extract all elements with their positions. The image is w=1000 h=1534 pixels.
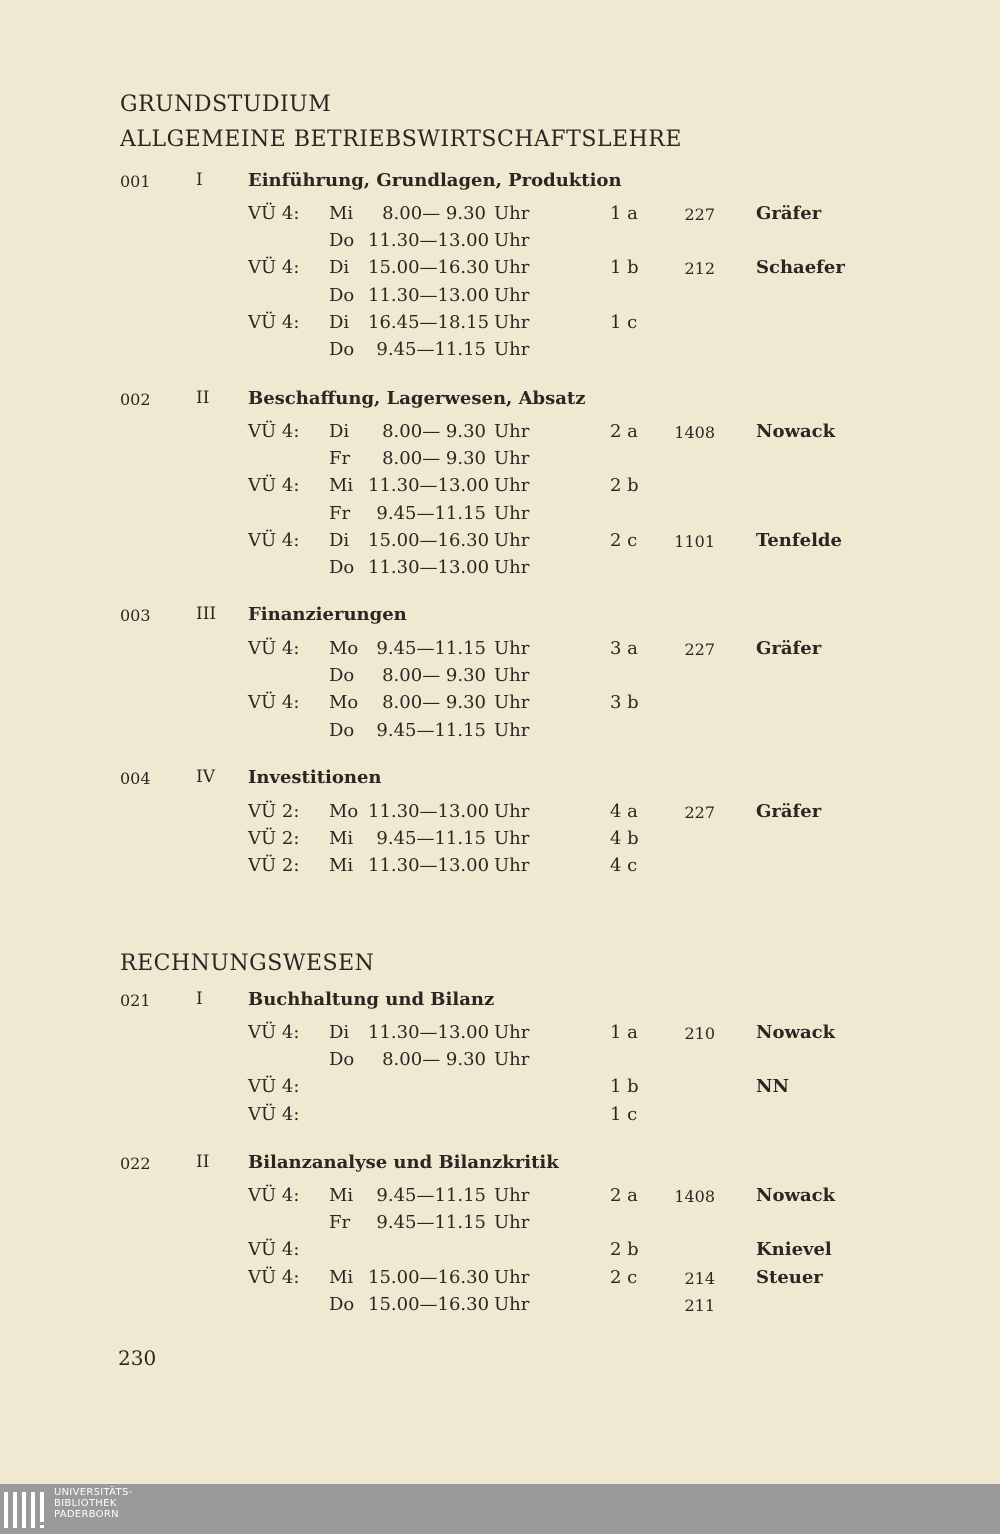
course-title: Investitionen — [248, 767, 382, 788]
weekday: Do — [329, 557, 355, 578]
time-unit: Uhr — [494, 285, 530, 306]
course-code: 021 — [120, 991, 151, 1010]
course-header — [0, 767, 1000, 794]
course-title: Buchhaltung und Bilanz — [248, 989, 495, 1010]
time-unit: Uhr — [494, 665, 530, 686]
course-type: VÜ 2: — [248, 828, 300, 849]
weekday: Mi — [329, 203, 354, 224]
weekday: Do — [329, 230, 355, 251]
schedule-row — [0, 530, 1000, 557]
time-range: 8.00— 9.30 — [382, 421, 486, 442]
lecturer-name: Schaefer — [756, 257, 845, 278]
time-range: 9.45—11.15 — [376, 1185, 486, 1206]
course-code: 003 — [120, 606, 151, 625]
logo-line: UNIVERSITÄTS- — [54, 1487, 133, 1498]
room-number: 1408 — [674, 423, 715, 442]
course-header — [0, 989, 1000, 1016]
time-unit: Uhr — [494, 503, 530, 524]
group-label: 2 b — [610, 475, 639, 496]
course-code: 001 — [120, 172, 151, 191]
schedule-row — [0, 230, 1000, 257]
weekday: Mi — [329, 1185, 354, 1206]
schedule-row — [0, 312, 1000, 339]
logo-line: BIBLIOTHEK — [54, 1498, 117, 1509]
time-range: 9.45—11.15 — [376, 503, 486, 524]
course-semester: I — [196, 170, 203, 190]
time-unit: Uhr — [494, 1049, 530, 1070]
room-number: 210 — [684, 1024, 715, 1043]
course-type: VÜ 4: — [248, 1104, 300, 1125]
weekday: Mo — [329, 638, 359, 659]
group-label: 4 b — [610, 828, 639, 849]
schedule-row — [0, 801, 1000, 828]
time-range: 11.30—13.00 — [368, 1022, 490, 1043]
time-range: 9.45—11.15 — [376, 1212, 486, 1233]
course-header — [0, 170, 1000, 197]
time-unit: Uhr — [494, 692, 530, 713]
schedule-row — [0, 638, 1000, 665]
time-range: 15.00—16.30 — [368, 1267, 490, 1288]
time-range: 15.00—16.30 — [368, 530, 490, 551]
schedule-row — [0, 1104, 1000, 1131]
schedule-row — [0, 448, 1000, 475]
course-header — [0, 388, 1000, 415]
library-logo-text — [54, 1487, 133, 1520]
weekday: Di — [329, 421, 350, 442]
group-label: 1 a — [610, 1022, 638, 1043]
time-unit: Uhr — [494, 828, 530, 849]
schedule-row — [0, 557, 1000, 584]
lecturer-name: Steuer — [756, 1267, 823, 1288]
time-unit: Uhr — [494, 475, 530, 496]
lecturer-name: Tenfelde — [756, 530, 842, 551]
time-unit: Uhr — [494, 257, 530, 278]
lecturer-name: Gräfer — [756, 638, 822, 659]
schedule-row — [0, 503, 1000, 530]
weekday: Do — [329, 1049, 355, 1070]
weekday: Fr — [329, 448, 351, 469]
time-unit: Uhr — [494, 557, 530, 578]
time-range: 11.30—13.00 — [368, 855, 490, 876]
weekday: Do — [329, 285, 355, 306]
heading-rechnungswesen: RECHNUNGSWESEN — [120, 951, 375, 976]
group-label: 2 b — [610, 1239, 639, 1260]
group-label: 3 b — [610, 692, 639, 713]
weekday: Mi — [329, 828, 354, 849]
course-type: VÜ 4: — [248, 692, 300, 713]
schedule-row — [0, 1049, 1000, 1076]
library-footer — [0, 1484, 1000, 1534]
lecturer-name: Gräfer — [756, 203, 822, 224]
page-number: 230 — [118, 1346, 157, 1370]
group-label: 1 b — [610, 1076, 639, 1097]
weekday: Mi — [329, 1267, 354, 1288]
time-range: 8.00— 9.30 — [382, 203, 486, 224]
weekday: Do — [329, 720, 355, 741]
schedule-row — [0, 1294, 1000, 1321]
course-semester: I — [196, 989, 203, 1009]
time-range: 11.30—13.00 — [368, 557, 490, 578]
schedule-row — [0, 855, 1000, 882]
course-header — [0, 604, 1000, 631]
lecturer-name: Nowack — [756, 421, 836, 442]
time-range: 8.00— 9.30 — [382, 692, 486, 713]
schedule-row — [0, 1022, 1000, 1049]
library-logo-icon — [4, 1490, 46, 1530]
lecturer-name: NN — [756, 1076, 789, 1097]
heading-grundstudium: GRUNDSTUDIUM — [120, 92, 332, 117]
weekday: Do — [329, 1294, 355, 1315]
schedule-row — [0, 475, 1000, 502]
time-unit: Uhr — [494, 1267, 530, 1288]
group-label: 2 a — [610, 1185, 638, 1206]
course-type: VÜ 4: — [248, 421, 300, 442]
time-unit: Uhr — [494, 339, 530, 360]
schedule-row — [0, 692, 1000, 719]
course-type: VÜ 2: — [248, 801, 300, 822]
time-unit: Uhr — [494, 855, 530, 876]
course-semester: II — [196, 1152, 210, 1172]
schedule-row — [0, 1185, 1000, 1212]
course-type: VÜ 4: — [248, 1267, 300, 1288]
course-title: Einführung, Grundlagen, Produktion — [248, 170, 622, 191]
course-type: VÜ 4: — [248, 1185, 300, 1206]
lecturer-name: Knievel — [756, 1239, 832, 1260]
course-title: Bilanzanalyse und Bilanzkritik — [248, 1152, 559, 1173]
time-range: 16.45—18.15 — [368, 312, 490, 333]
time-unit: Uhr — [494, 801, 530, 822]
weekday: Di — [329, 1022, 350, 1043]
course-type: VÜ 4: — [248, 257, 300, 278]
schedule-row — [0, 665, 1000, 692]
time-range: 11.30—13.00 — [368, 801, 490, 822]
schedule-row — [0, 1267, 1000, 1294]
time-unit: Uhr — [494, 448, 530, 469]
course-semester: II — [196, 388, 210, 408]
schedule-row — [0, 285, 1000, 312]
course-code: 022 — [120, 1154, 151, 1173]
schedule-row — [0, 339, 1000, 366]
room-number: 214 — [684, 1269, 715, 1288]
time-unit: Uhr — [494, 1212, 530, 1233]
weekday: Do — [329, 339, 355, 360]
course-type: VÜ 4: — [248, 1076, 300, 1097]
time-unit: Uhr — [494, 720, 530, 741]
weekday: Fr — [329, 1212, 351, 1233]
course-title: Beschaffung, Lagerwesen, Absatz — [248, 388, 586, 409]
course-type: VÜ 4: — [248, 638, 300, 659]
course-header — [0, 1152, 1000, 1179]
lecturer-name: Nowack — [756, 1185, 836, 1206]
schedule-row — [0, 1212, 1000, 1239]
time-unit: Uhr — [494, 1022, 530, 1043]
room-number: 227 — [684, 640, 715, 659]
group-label: 4 a — [610, 801, 638, 822]
weekday: Di — [329, 257, 350, 278]
time-range: 11.30—13.00 — [368, 285, 490, 306]
course-type: VÜ 4: — [248, 312, 300, 333]
weekday: Do — [329, 665, 355, 686]
course-semester: IV — [196, 767, 215, 787]
time-range: 9.45—11.15 — [376, 828, 486, 849]
time-unit: Uhr — [494, 312, 530, 333]
time-unit: Uhr — [494, 1185, 530, 1206]
group-label: 2 c — [610, 1267, 638, 1288]
group-label: 2 a — [610, 421, 638, 442]
course-type: VÜ 4: — [248, 530, 300, 551]
course-type: VÜ 4: — [248, 1239, 300, 1260]
time-unit: Uhr — [494, 421, 530, 442]
time-range: 11.30—13.00 — [368, 475, 490, 496]
course-type: VÜ 4: — [248, 475, 300, 496]
course-code: 004 — [120, 769, 151, 788]
group-label: 1 a — [610, 203, 638, 224]
room-number: 227 — [684, 205, 715, 224]
course-type: VÜ 4: — [248, 1022, 300, 1043]
time-unit: Uhr — [494, 230, 530, 251]
room-number: 212 — [684, 259, 715, 278]
lecturer-name: Gräfer — [756, 801, 822, 822]
course-type: VÜ 4: — [248, 203, 300, 224]
weekday: Mi — [329, 475, 354, 496]
room-number: 227 — [684, 803, 715, 822]
logo-line: PADERBORN — [54, 1509, 119, 1520]
weekday: Di — [329, 530, 350, 551]
group-label: 1 c — [610, 312, 638, 333]
time-unit: Uhr — [494, 203, 530, 224]
time-unit: Uhr — [494, 638, 530, 659]
weekday: Mo — [329, 692, 359, 713]
time-range: 15.00—16.30 — [368, 257, 490, 278]
course-type: VÜ 2: — [248, 855, 300, 876]
schedule-row — [0, 257, 1000, 284]
time-range: 9.45—11.15 — [376, 720, 486, 741]
time-range: 9.45—11.15 — [376, 339, 486, 360]
schedule-row — [0, 421, 1000, 448]
time-range: 8.00— 9.30 — [382, 665, 486, 686]
room-number: 211 — [684, 1296, 715, 1315]
course-title: Finanzierungen — [248, 604, 407, 625]
group-label: 3 a — [610, 638, 638, 659]
weekday: Mi — [329, 855, 354, 876]
time-range: 8.00— 9.30 — [382, 1049, 486, 1070]
time-unit: Uhr — [494, 1294, 530, 1315]
schedule-row — [0, 1239, 1000, 1266]
room-number: 1101 — [674, 532, 715, 551]
schedule-row — [0, 720, 1000, 747]
weekday: Fr — [329, 503, 351, 524]
group-label: 1 c — [610, 1104, 638, 1125]
time-range: 15.00—16.30 — [368, 1294, 490, 1315]
heading-allgemeine-bwl: ALLGEMEINE BETRIEBSWIRTSCHAFTSLEHRE — [120, 127, 682, 152]
lecturer-name: Nowack — [756, 1022, 836, 1043]
course-code: 002 — [120, 390, 151, 409]
course-semester: III — [196, 604, 217, 624]
schedule-row — [0, 203, 1000, 230]
time-range: 9.45—11.15 — [376, 638, 486, 659]
time-range: 8.00— 9.30 — [382, 448, 486, 469]
schedule-row — [0, 828, 1000, 855]
schedule-row — [0, 1076, 1000, 1103]
room-number: 1408 — [674, 1187, 715, 1206]
group-label: 4 c — [610, 855, 638, 876]
group-label: 2 c — [610, 530, 638, 551]
time-range: 11.30—13.00 — [368, 230, 490, 251]
weekday: Di — [329, 312, 350, 333]
time-unit: Uhr — [494, 530, 530, 551]
group-label: 1 b — [610, 257, 639, 278]
weekday: Mo — [329, 801, 359, 822]
